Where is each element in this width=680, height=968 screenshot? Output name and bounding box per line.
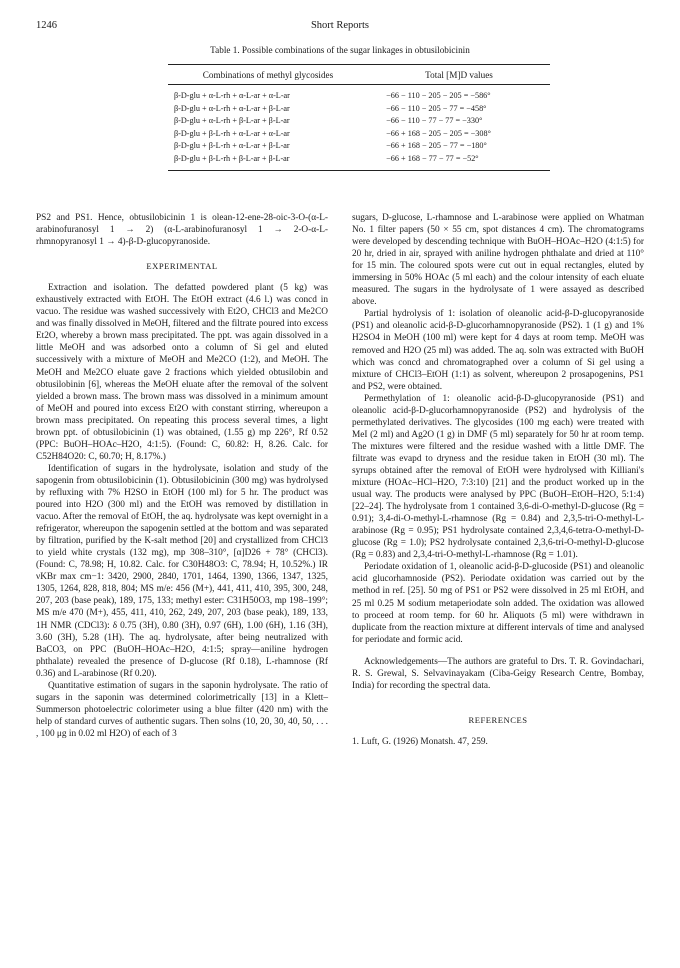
reference-item: 1. Luft, G. (1926) Monatsh. 47, 259. [352,736,488,747]
glycoside-combination: β-D-glu + β-L-rh + β-L-ar + β-L-ar [174,153,290,163]
references-heading: REFERENCES [468,714,528,725]
md-value: −66 + 168 − 205 − 77 = −180° [386,141,487,150]
table-row [168,115,550,128]
left-column [36,212,328,740]
paragraph-extraction: Extraction and isolation. The defatted powdered plant (5 kg) was exhaustively extracted with EtOH. The EtOH extract (4.6 l.) was concd in vacuo. The residue was washed successively with Et2O, CHCl3 and Me2CO and was finally dissolved in MeOH, filtered and the filtrate poured into excess Et2O, whereby a brown mass precipitated. The ppt. was again dissolved in a little MeOH and was adsorbed onto a column of Si gel and eluted successively with a mixture of MeOH and Me2CO (1:2), and MeOH. The MeOH and Me2CO eluate gave 2 fractions which yielded obtusilobin and obtusilobinin [6], whereas the MeOH eluate after the removal of the solvent yielded a brown mass. The brown mass was dissolved in a minimum amount of MeOH and poured into excess Et2O with constant stirring, whereupon a brown mass precipitated. On repeating this process several times, a light brown ppt. of obtusilobicinin (1) was obtained, (1.55 g) mp 226°, Rf 0.52 (PPC: BuOH–HOAc–H2O, 4:1:5). (Found: C, 60.82: H, 8.26. Calc. for C52H84O20: C, 60.70; H, 8.17%.) [36,283,328,462]
paragraph-identification: Identification of sugars in the hydrolysate, isolation and study of the sapogenin from obtusilobicinin (1). Obtusilobicinin (300 mg) was hydrolysed by refluxing with 7% H2SO in EtOH (100 ml) for 5 hr. The product was poured into H2O (300 ml) and the EtOH was removed by distillation in vacuo. After the removal of EtOH, the aq. hydrolysate was kept overnight in a refrigerator, whereupon the sapogenin settled at the bottom and was separated by filtration, purified by the K-salt method [20] and crystallized from CHCl3 to yield white crystals (132 mg), mp 308–310°, [α]D26 + 78° (CHCl3). (Found: C, 78.98; H, 10.82. Calc. for C30H48O3: C, 78.94; H, 10.52%.) IR νKBr max cm−1: 3420, 2900, 2840, 1701, 1464, 1390, 1366, 1347, 1325, 1305, 1264, 828, 818, 804; MS m/e: 456 (M+), 441, 411, 410, 395, 300, 248, 207, 203 (base peak), 189, 175, 133; methyl ester: C31H50O3, mp 198–199°; MS m/e 470 (M+), 455, 411, 410, 262, 249, 207, 203 (base peak), 189, 133, 1H NMR (CDCl3): δ 0.75 (3H), 0.80 (3H), 0.97 (6H), 1.00 (6H), 1.16 (3H), 3.60 (3H), 5.28 (1H). The aq. hydrolysate, after being neutralized with BaCO3, on PPC (BuOH–HOAc–H2O, 4:1:5; spray—aniline hydrogen phthalate) revealed the presence of D-glucose (Rf 0.18), L-rhamnose (Rf 0.36) and L-arabinose (Rf 0.20). [36,463,328,679]
md-value: −66 + 168 − 77 − 77 = −52° [386,153,479,163]
paragraph-permethylation: Permethylation of 1: oleanolic acid-β-D-glucopyranoside (PS1) and oleanolic acid-β-D-glucorhamnopyranoside (PS2) and hydrolysis of the permethylated derivatives. The glycosides (100 mg each) were treated with MeI (2 ml) and Ag2O (1 g) in DMF (5 ml) separately for 50 hr at room temp. The mixtures were filtered and the residue washed with a little DMF. The filtrate was evapd to dryness and the residue taken in EtOH (30 ml). The syrups obtained after the removal of EtOH were hydrolysed with Killiani's mixture (HOAc–HCl–H2O, 7:3:10) [21] and the product worked up in the usual way. The products were analysed by PPC (BuOH–EtOH–H2O, 5:1:4) [22–24]. The hydrolysate from 1 contained 3,6-di-O-methyl-D-glucose (Rg = 0.91); 3,4-di-O-methyl-L-rhamnose (Rg = 0.84) and 2,3,5-tri-O-methyl-L-arabinose (Rg = 0.95); PS1 hydrolysate contained 2,3,4,6-tetra-O-methyl-D-glucose (Rg = 1.0); PS2 hydrolysate contained 2,3,6-tri-O-methyl-D-glucose (Rg = 0.83) and 2,3,4-tri-O-methyl-L-rhamnose (Rg = 1.01). [352,393,644,561]
page-number: 1246 [36,20,57,31]
paragraph-partial-hydrolysis: Partial hydrolysis of 1: isolation of oleanolic acid-β-D-glucopyranoside (PS1) and oleanolic acid-β-D-glucorhamnopyranoside (PS2). 1 (1 g) and 1% H2SO4 in MeOH (100 ml) were kept for 4 days at room temp. MeOH was removed and H2O (25 ml) was added. The aq. soln was extracted with BuOH which was concd and chromatographed over a column of Si gel using a mixture of CHCl3–EtOH (1:1) as solvent, whereupon 2 prosapogenins, PS1 and PS2, were obtained. [352,309,644,392]
table-row [168,128,550,141]
md-value: −66 − 110 − 77 − 77 = −330° [386,116,483,125]
column-header-combinations: Combinations of methyl glycosides [202,69,334,80]
glycoside-combination: β-D-glu + β-L-rh + α-L-ar + β-L-ar [174,141,290,150]
running-title: Short Reports [310,20,370,31]
table-row [168,153,550,166]
table-row [168,90,550,103]
section-heading-experimental: EXPERIMENTAL [146,261,218,272]
glycoside-combination: β-D-glu + α-L-rh + β-L-ar + β-L-ar [174,116,290,125]
table-caption: Table 1. Possible combinations of the sugar linkages in obtusilobicinin [210,45,470,55]
md-value: −66 + 168 − 205 − 205 = −308° [386,128,491,138]
paragraph-periodate: Periodate oxidation of 1, oleanolic acid-β-D-glucoside (PS1) and oleanolic acid glucorhamnoside (PS2). Periodate oxidation was carried out by the method in ref. [25]. 50 mg of PS1 or PS2 were dissolved in 25 ml EtOH, and 25 ml 0.25 M sodium metaperiodate soln added. The oxidation was allowed to proceed at room temp. for 60 hr. Aliquots (5 ml) were withdrawn in duplicate from the reaction mixture at different intervals of time and analysed for periodate and formic acid. [352,562,644,645]
md-value: −66 − 110 − 205 − 205 = −586° [386,91,491,100]
paragraph-sugars-chromatography: sugars, D-glucose, L-rhamnose and L-arabinose were applied on Whatman No. 1 filter papers (50 × 55 cm, spot distances 4 cm). The chromatograms were developed by descending technique with BuOH–HOAc–H2O (4:1:5) for 20 hr, dried in air, sprayed with aniline hydrogen phthalate and dried at 110° for 15 min. The coloured spots were cut out in equal rectangles, eluted by immersing in 50% HOAc (5 ml each) and the colour intensity of each eluate measured. The sugars in the hydrolysate of 1 were assayed as described above. [352,213,644,308]
column-header-md-values: Total [M]D values [425,69,493,80]
right-column [352,212,644,748]
table-row [168,140,550,153]
glycoside-combination: β-D-glu + α-L-rh + α-L-ar + α-L-ar [174,91,290,100]
glycoside-combination: β-D-glu + β-L-rh + α-L-ar + α-L-ar [174,128,290,138]
paragraph-conclusion: PS2 and PS1. Hence, obtusilobicinin 1 is olean-12-ene-28-oic-3-O-(α-L-arabinofuranosyl 1 → 2) (α-L-arabinofuranosyl 1 → 2-O-α-L-rhmnopyranosyl 1 → 4)-β-D-glucopyranoside. [36,213,328,248]
table-header [168,65,550,85]
md-value: −66 − 110 − 205 − 77 = −458° [386,103,487,113]
sugar-linkage-table [168,64,550,171]
table-row [168,103,550,116]
table-body [168,85,550,170]
glycoside-combination: β-D-glu + α-L-rh + α-L-ar + β-L-ar [174,103,290,113]
paragraph-quantitative: Quantitative estimation of sugars in the saponin hydrolysate. The ratio of sugars in the saponin was determined colorimetrically [13] in a Klett–Summerson photoelectric colorimeter using a blue filter (420 nm) with the help of standard curves of authentic sugars. Then solns (10, 20, 30, 40, 50, . . . , 100 μg in 0.02 ml H2O) of each of 3 [36,680,328,739]
acknowledgements: Acknowledgements—The authors are grateful to Drs. T. R. Govindachari, R. S. Grewal, S. Selvavinayakam (Ciba-Geigy Research Centre, Bombay, India) for recording the spectral data. [352,656,644,691]
